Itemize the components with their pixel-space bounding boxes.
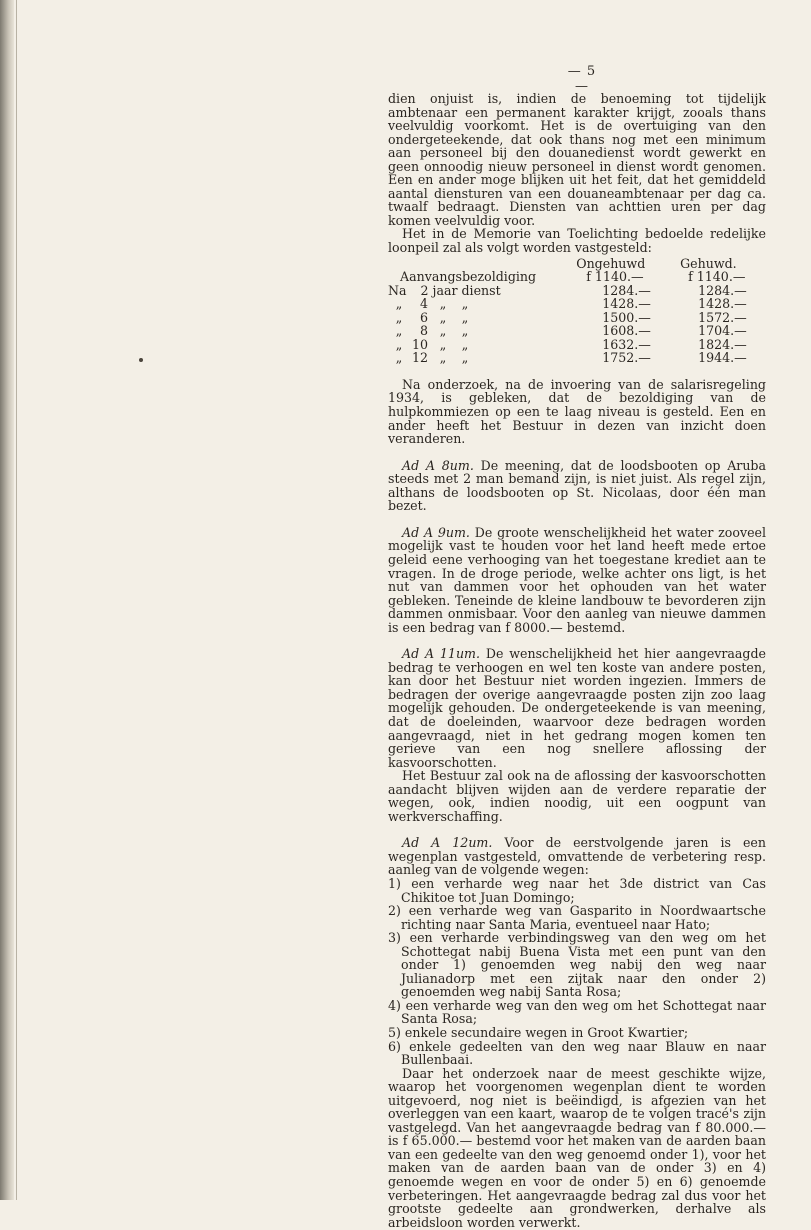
ditto-mark: „ <box>439 309 447 325</box>
paragraph-continuation: dien onjuist is, indien de benoeming tot tijdelijk ambtenaar een permanent karakter krijgt, zooals thans veelvuldig voorkomt. Het is de overtuiging van den ondergeteekende, dat ook thans nog met een minimum aan personeel bij den douanedienst wordt gewerkt en geen onnoodig nieuw personeel in dienst wordt genomen. Een en ander moge blijken uit het feit, dat het gemiddeld aantal diensturen van een douaneambtenaar per dag ca. twaalf bedraagt. Diensten van achttien uren per dag komen veelvuldig voor. <box>388 91 766 228</box>
ditto-mark: „ <box>395 350 403 366</box>
salary-row <box>388 338 766 352</box>
unmarried-value: 1428.— <box>602 296 651 312</box>
ditto-mark: „ <box>461 296 469 312</box>
text-column <box>388 92 766 1229</box>
road-plan-item: 1) een verharde weg naar het 3de district van Cas Chikitoe tot Juan Domingo; <box>388 875 766 905</box>
years: 2 <box>420 282 429 298</box>
married-value: 1704.— <box>698 323 747 339</box>
ditto-mark: „ <box>439 296 447 312</box>
header-unmarried: Ongehuwd <box>576 255 646 271</box>
ditto-mark: „ <box>395 336 403 352</box>
page-number: — 5 — <box>567 64 597 94</box>
start-label: Aanvangsbezoldiging <box>400 269 537 285</box>
start-married: f 1140.— <box>688 269 746 285</box>
married-value: 1944.— <box>698 350 747 366</box>
paragraph-ad-8 <box>388 459 766 513</box>
ditto-mark: „ <box>395 296 403 312</box>
unmarried-value: 1500.— <box>602 309 651 325</box>
salary-row <box>388 297 766 311</box>
married-value: 1824.— <box>698 336 747 352</box>
road-plan-item: 3) een verharde verbindingsweg van den weg om het Schottegat nabij Buena Vista met een punt van den onder 1) genoemden weg nabij den weg naar Julianadorp met een zijtak naar den onder 2) genoemden weg nabij Santa Rosa; <box>388 930 766 1000</box>
salary-row-start <box>388 270 766 284</box>
years: 12 <box>411 350 428 366</box>
years: 6 <box>419 309 428 325</box>
years: 8 <box>419 323 428 339</box>
salary-table-header <box>388 257 766 271</box>
salary-row <box>388 284 766 298</box>
ad-reference: Ad A 9um. <box>402 524 470 540</box>
stray-dot-mark <box>139 358 143 362</box>
ditto-mark: „ <box>395 309 403 325</box>
paragraph-salary-note: Na onderzoek, na de invoering van de salarisregeling 1934, is gebleken, dat de bezoldiging van de hulpkommiezen op een te laag niveau is gesteld. Een en ander heeft het Bestuur in dezen van inzicht doen veranderen. <box>388 376 766 447</box>
road-plan-item: 5) enkele secundaire wegen in Groot Kwartier; <box>388 1025 689 1040</box>
road-plan-item: 4) een verharde weg van den weg om het Schottegat naar Santa Rosa; <box>388 997 766 1027</box>
unmarried-value: 1608.— <box>602 323 651 339</box>
page-binding-edge <box>0 0 14 1200</box>
salary-table <box>388 257 766 365</box>
ad-text: Voor de eerstvolgende jaren is een wegenplan vastgesteld, omvattende de verbetering resp. aanleg van de volgende wegen: <box>388 835 766 878</box>
road-plan-item: 2) een verharde weg van Gasparito in Noordwaartsche richting naar Santa Maria, eventueel naar Hato; <box>388 903 766 932</box>
ditto-mark: „ <box>439 336 447 352</box>
ditto-mark: „ <box>395 323 403 339</box>
ad-text: De groote wenschelijkheid het water zooveel mogelijk vast te houden voor het land heeft mede ertoe geleid eene verhooging van het toegestane krediet aan te vragen. In de droge periode, welke achter ons ligt, is het nut van dammen voor het ophouden van het water gebleken. Teneinde de kleine landbouw te bevorderen zijn dammen onmisbaar. Voor den aanleg van nieuwe dammen is een bedrag van f 8000.— bestemd. <box>388 524 766 635</box>
after-prefix: Na <box>388 282 407 298</box>
ad-reference: Ad A 11um. <box>402 646 480 662</box>
unit-label: jaar dienst <box>432 282 501 298</box>
paragraph-ad-12 <box>388 836 766 877</box>
married-value: 1428.— <box>698 296 747 312</box>
salary-row <box>388 351 766 365</box>
salary-row <box>388 324 766 338</box>
ad-text: De meening, dat de loodsbooten op Aruba steeds met 2 man bemand zijn, is niet juist. Als regel zijn, althans de loodsbooten op St. Nicolaas, door één man bezet. <box>388 457 767 514</box>
ditto-mark: „ <box>439 350 447 366</box>
paragraph-road-plan-closing: Daar het onderzoek naar de meest geschikte wijze, waarop het voorgenomen wegenplan dient te worden uitgevoerd, nog niet is beëindigd, is afgezien van het overleggen van een kaart, waarop de te volgen tracé's zijn vastgelegd. Van het aangevraagde bedrag van f 80.000.— is f 65.000.— bestemd voor het maken van de aarden baan van een gedeelte van den weg genoemd onder 1), voor het maken van de aarden baan van de onder 3) en 4) genoemde wegen en voor de onder 5) en 6) genoemde verbeteringen. Het aangevraagde bedrag zal dus voor het grootste gedeelte aan grondwerken, derhalve als arbeidsloon worden verwerkt. <box>388 1065 766 1230</box>
paragraph-ad-11 <box>388 647 766 769</box>
header-married: Gehuwd. <box>680 255 737 271</box>
married-value: 1572.— <box>698 309 747 325</box>
start-unmarried: f 1140.— <box>586 269 644 285</box>
ditto-mark: „ <box>461 350 469 366</box>
paragraph-loonpeil: Het in de Memorie van Toelichting bedoelde redelijke loonpeil zal als volgt worden vastgesteld: <box>388 226 766 256</box>
married-value: 1284.— <box>698 282 747 298</box>
years: 4 <box>419 296 428 312</box>
years: 10 <box>411 336 428 352</box>
ad-text: De wenschelijkheid het hier aangevraagde bedrag te verhoogen en wel ten koste van andere posten, kan door het Bestuur niet worden ingezien. Immers de bedragen der overige aangevraagde posten zijn zoo laag mogelijk gehouden. De ondergeteekende is van meening, dat de doeleinden, waarvoor deze bedragen worden aangevraagd, niet in het gedrang mogen komen ten gerieve van een nog snellere aflossing der kasvoorschotten. <box>388 646 766 770</box>
ditto-mark: „ <box>461 336 469 352</box>
paragraph-ad-9 <box>388 526 766 634</box>
ad-reference: Ad A 12um. <box>402 835 493 851</box>
page-edge-line <box>16 0 17 1200</box>
ditto-mark: „ <box>461 309 469 325</box>
ad-reference: Ad A 8um. <box>402 457 474 473</box>
unmarried-value: 1284.— <box>602 282 651 298</box>
ditto-mark: „ <box>461 323 469 339</box>
paragraph-ad-11-continued: Het Bestuur zal ook na de aflossing der kasvoorschotten aandacht blijven wijden aan de verdere reparatie der wegen, ook, indien noodig, uit een oogpunt van werkverschaffing. <box>388 768 766 824</box>
unmarried-value: 1632.— <box>602 336 651 352</box>
road-plan-item: 6) enkele gedeelten van den weg naar Blauw en naar Bullenbaai. <box>388 1038 766 1068</box>
salary-row <box>388 311 766 325</box>
unmarried-value: 1752.— <box>602 350 651 366</box>
ditto-mark: „ <box>439 323 447 339</box>
